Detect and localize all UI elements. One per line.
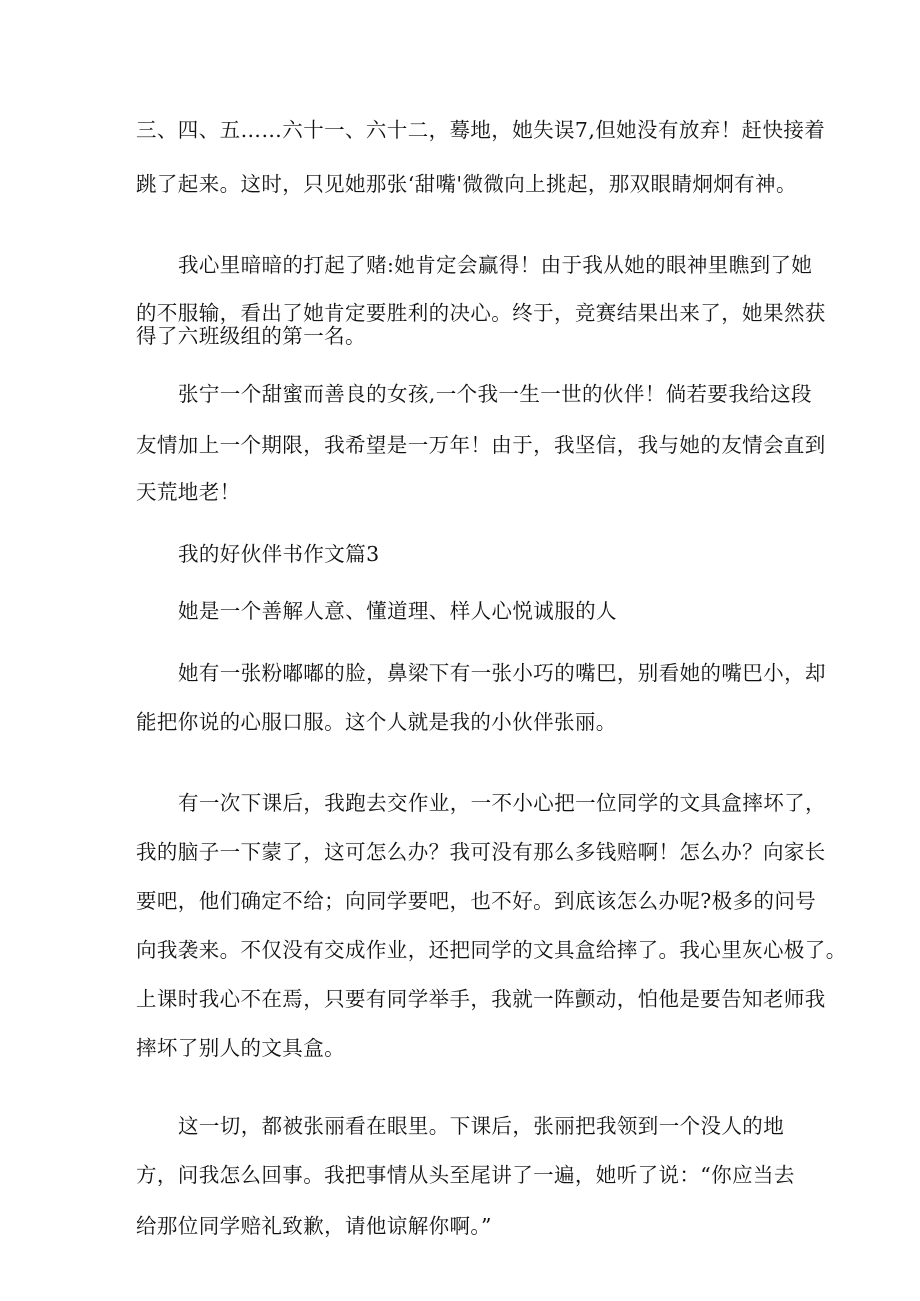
text-line: 要吧，他们确定不给；向同学要吧，也不好。到底该怎么办呢?极多的问号 xyxy=(136,889,817,913)
text-line: 上课时我心不在焉，只要有同学举手，我就一阵颤动，怕他是要告知老师我 xyxy=(136,987,826,1011)
section-heading: 我的好伙伴书作文篇3 xyxy=(178,542,380,566)
text-line: 方，问我怎么回事。我把事情从头至尾讲了一遍，她听了说：“你应当去 xyxy=(136,1163,795,1187)
text-line: 能把你说的心服口服。这个人就是我的小伙伴张丽。 xyxy=(136,710,617,734)
text-line: 她是一个善解人意、懂道理、样人心悦诚服的人 xyxy=(178,599,617,623)
text-line: 天荒地老！ xyxy=(136,480,241,504)
text-line: 给那位同学赔礼致歉，请他谅解你啊。” xyxy=(136,1214,492,1238)
text-line: 她有一张粉嘟嘟的脸，鼻梁下有一张小巧的嘴巴，别看她的嘴巴小，却 xyxy=(178,661,826,685)
text-line: 有一次下课后，我跑去交作业，一不小心把一位同学的文具盒摔坏了， xyxy=(178,791,826,815)
text-line: 这一切，都被张丽看在眼里。下课后，张丽把我领到一个没人的地 xyxy=(178,1114,785,1138)
text-line: 我的脑子一下蒙了，这可怎么办？我可没有那么多钱赔啊！怎么办？向家长 xyxy=(136,840,826,864)
text-line: 得了六班级组的第一名。 xyxy=(136,324,366,348)
text-line: 友情加上一个期限，我希望是一万年！由于，我坚信，我与她的友情会直到 xyxy=(136,433,826,457)
text-line: 的不服输，看出了她肯定要胜利的决心。终于，竞赛结果出来了，她果然获 xyxy=(136,301,826,325)
text-line: 摔坏了别人的文具盒。 xyxy=(136,1036,345,1060)
text-line: 跳了起来。这时，只见她那张‘甜嘴'微微向上挑起，那双眼睛炯炯有神。 xyxy=(136,172,797,196)
text-line: 三、四、五……六十一、六十二，蓦地，她失误7,但她没有放弃！赶快接着 xyxy=(136,118,826,142)
text-line: 张宁一个甜蜜而善良的女孩,一个我一生一世的伙伴！倘若要我给这段 xyxy=(178,382,812,406)
text-line: 向我袭来。不仅没有交成作业，还把同学的文具盒给摔了。我心里灰心极了。 xyxy=(136,938,847,962)
text-line: 我心里暗暗的打起了赌:她肯定会赢得！由于我从她的眼神里瞧到了她 xyxy=(178,253,813,277)
